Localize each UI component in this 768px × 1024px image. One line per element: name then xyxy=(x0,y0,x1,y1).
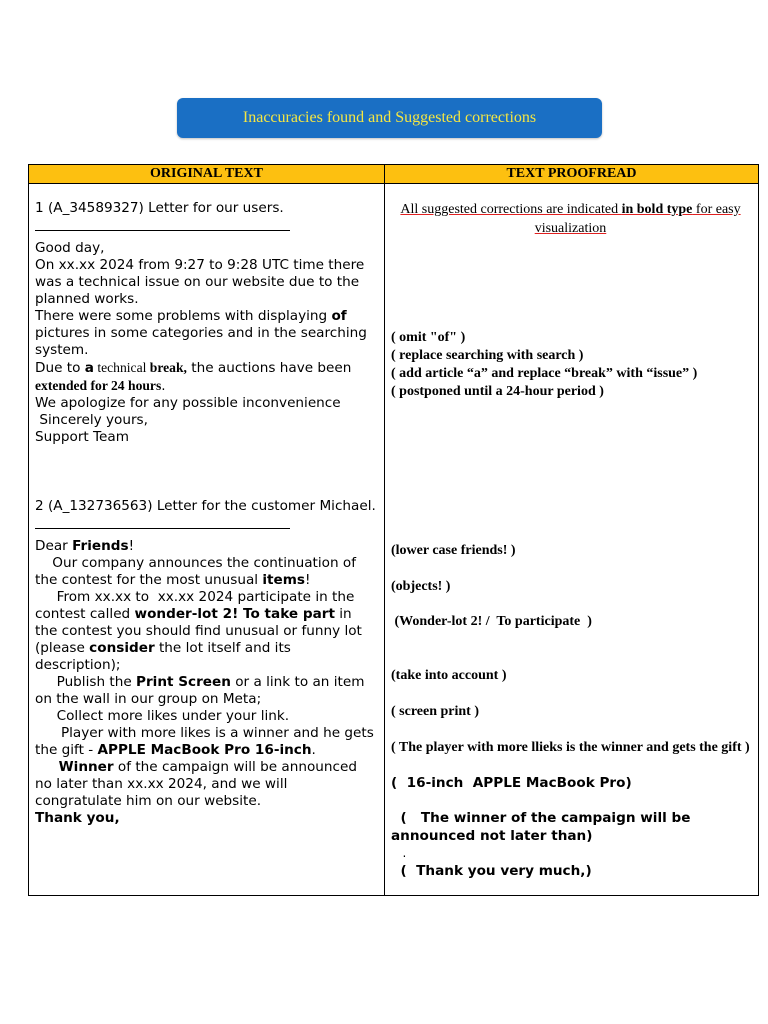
letter1-para2 xyxy=(35,308,378,359)
letter1-signature: Support Team xyxy=(35,429,129,445)
correction-12: ( The winner of the campaign will be announced not later than) xyxy=(391,810,696,844)
correction-6: (objects! ) xyxy=(391,579,451,594)
text: pictures in some categories and in the searching system. xyxy=(35,325,367,358)
text: in the contest you should find unusual or funny lot (please xyxy=(35,606,367,656)
text: the auctions have been xyxy=(186,360,352,376)
letter2-p4: Collect more likes under your link. xyxy=(35,708,290,724)
proofread-table xyxy=(28,164,759,896)
original-text-cell xyxy=(29,184,385,896)
text: ! xyxy=(305,572,311,588)
letter2-p1 xyxy=(35,555,378,589)
correction-7: (Wonder-lot 2! / To participate ) xyxy=(391,614,592,629)
correction-2: ( replace searching with search ) xyxy=(391,348,584,363)
highlight-wonder-lot: wonder-lot 2! To take part xyxy=(134,606,335,622)
correction-4: ( postponed until a 24-hour period ) xyxy=(391,384,604,399)
letter2-p3 xyxy=(35,674,378,708)
spacer xyxy=(35,446,378,498)
text: Publish the xyxy=(35,674,137,690)
letter2-thanks xyxy=(35,810,378,827)
text: in bold type xyxy=(621,202,693,217)
text: ! xyxy=(128,538,135,554)
text: There were some problems with displaying xyxy=(35,308,332,324)
banner-title: Inaccuracies found and Suggested corrections xyxy=(242,109,537,126)
correction-9: ( screen print ) xyxy=(391,704,479,719)
letter2-heading: 2 (A_132736563) Letter for the customer Michael. xyxy=(35,498,376,514)
text: . xyxy=(311,742,316,758)
correction-5: (lower case friends! ) xyxy=(391,543,516,558)
letter1-closing: Sincerely yours, xyxy=(35,412,148,428)
text: Dear xyxy=(35,538,73,554)
text: . xyxy=(161,378,166,394)
highlight-macbook: APPLE MacBook Pro 16-inch xyxy=(97,742,312,758)
correction-13: ( Thank you very much,) xyxy=(391,863,592,879)
text: Due to xyxy=(35,360,85,376)
letter1-para1: On xx.xx 2024 from 9:27 to 9:28 UTC time there was a technical issue on our website due to the planned works. xyxy=(35,257,365,307)
correction-11: ( 16-inch APPLE MacBook Pro) xyxy=(391,775,632,791)
letter2-p5 xyxy=(35,725,378,759)
header-proofread: TEXT PROOFREAD xyxy=(385,165,759,184)
letter2-p6 xyxy=(35,759,378,810)
text: for easy visualization xyxy=(534,202,741,236)
highlight-extended: extended for 24 hours xyxy=(35,378,162,393)
highlight-break: break, xyxy=(149,360,187,375)
divider xyxy=(35,515,290,529)
letter2-dear xyxy=(35,538,378,555)
letter1-para4: We apologize for any possible inconvenience xyxy=(35,395,341,411)
legend-note xyxy=(393,200,748,238)
highlight-a: a xyxy=(84,360,94,376)
correction-1: ( omit "of" ) xyxy=(391,330,466,345)
correction-10: ( The player with more llieks is the winner and gets the gift ) xyxy=(391,740,750,755)
highlight-print-screen: Print Screen xyxy=(136,674,231,690)
divider xyxy=(35,217,290,231)
letter1-greeting: Good day, xyxy=(35,240,105,256)
text: Player with more likes is a winner and he gets the gift - xyxy=(35,725,379,758)
text: or a link to an item on the wall in our group on Meta; xyxy=(35,674,369,707)
correction-12-dot: . xyxy=(391,846,407,860)
text: From xx.xx to xx.xx 2024 participate in the contest called xyxy=(35,589,359,622)
highlight-friends: Friends xyxy=(72,538,129,554)
highlight-items: items xyxy=(262,572,306,588)
highlight-winner: Winner xyxy=(35,759,114,775)
title-banner xyxy=(177,98,602,138)
highlight-of: of xyxy=(331,308,347,324)
text: the lot itself and its description); xyxy=(35,640,296,673)
letter1-para3 xyxy=(35,359,378,395)
letter2-p2 xyxy=(35,589,378,674)
highlight-thanks: Thank you, xyxy=(35,810,120,826)
text: Our company announces the continuation of the contest for the most unusual xyxy=(35,555,361,588)
text: All suggested corrections are indicated xyxy=(400,202,622,217)
highlight-consider: consider xyxy=(89,640,155,656)
correction-3: ( add article “a” and replace “break” with “issue” ) xyxy=(391,366,698,381)
letter1-heading: 1 (A_34589327) Letter for our users. xyxy=(35,200,284,216)
text: technical xyxy=(93,360,150,375)
text: of the campaign will be announced no later than xx.xx 2024, and we will congratulate him on our website. xyxy=(35,759,362,809)
correction-8: (take into account ) xyxy=(391,668,507,683)
header-original: ORIGINAL TEXT xyxy=(29,165,385,184)
proofread-cell xyxy=(385,184,759,896)
